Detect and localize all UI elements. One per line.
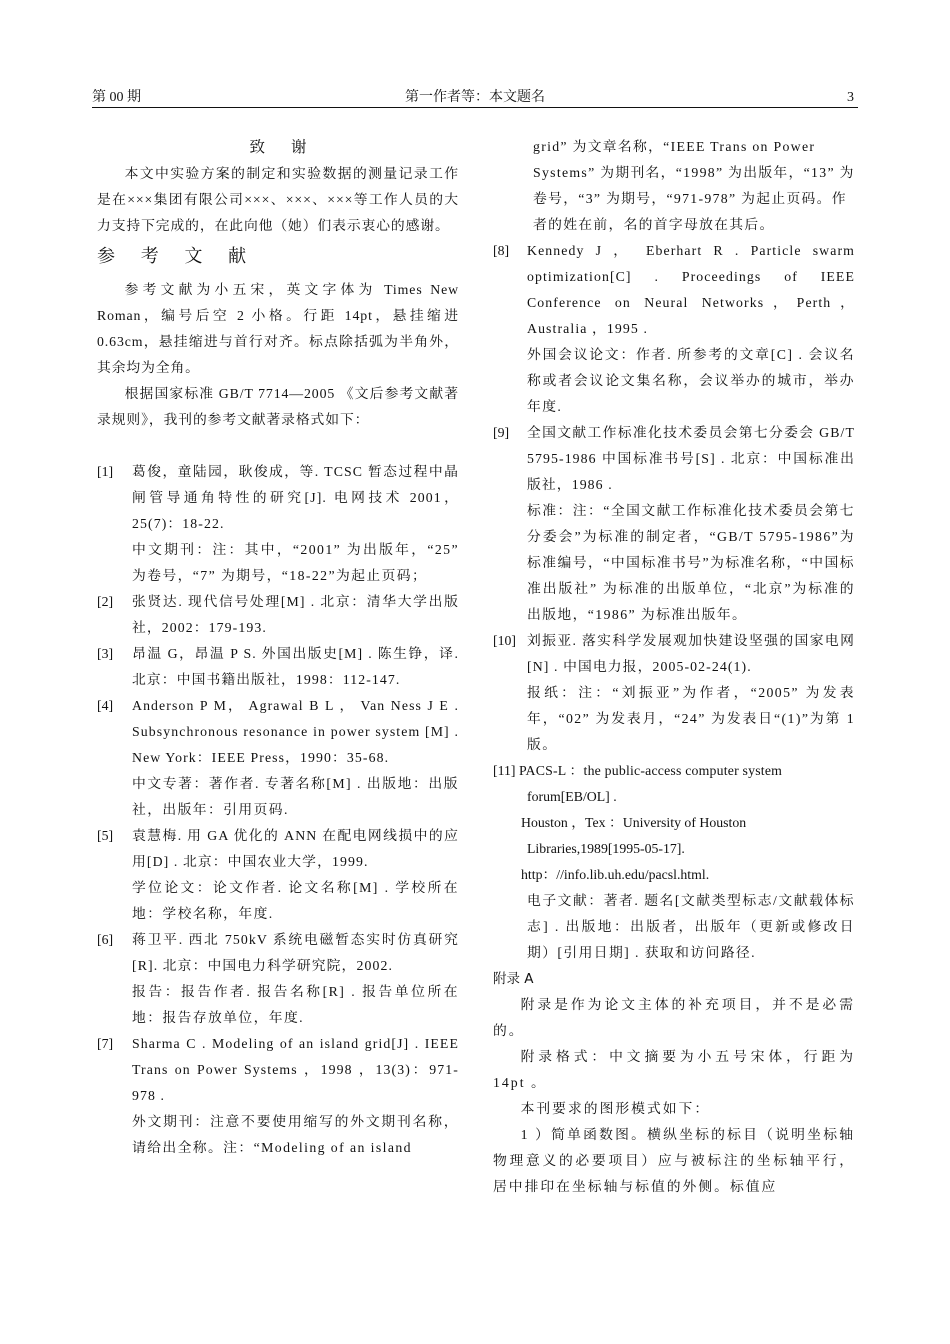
- reference-note: 外国会议论文：作者. 所参考的文章[C] . 会议名称或者会议论文集名称，会议举办的城市，举办年度.: [527, 347, 855, 414]
- references-intro-1: 参考文献为小五宋，英文字体为 Times New Roman，编号后空 2 小格。行距 14pt，悬挂缩进 0.63cm，悬挂缩进与首行对齐。标点除括弧为半角外，其余均为全角。: [97, 282, 459, 375]
- reference-note: 学位论文：论文作者. 论文名称[M] . 学校所在地：学校名称，年度.: [132, 880, 459, 921]
- issue-label: 第 00 期: [92, 90, 141, 105]
- reference-url: http：//info.lib.uh.edu/pacsl.html.: [521, 867, 710, 882]
- reference-text: Kennedy J ， Eberhart R . Particle swarm optimization[C] . Proceedings of IEEE Conference on Neural Networks，Perth，Australia ，1995 .: [527, 243, 855, 336]
- references-intro-2: 根据国家标准 GB/T 7714—2005 《文后参考文献著录规则》，我刊的参考文献著录格式如下：: [97, 386, 459, 427]
- spacer: [97, 433, 459, 459]
- reference-note: 外文期刊：注意不要使用缩写的外文期刊名称，请给出全称。注：“Modeling of an island: [132, 1114, 459, 1155]
- reference-text: 昂温 G，昂温 P S. 外国出版史[M] . 陈生铮，译. 北京：中国书籍出版社，1998：112-147.: [132, 646, 459, 687]
- reference-text: 张贤达. 现代信号处理[M] . 北京：清华大学出版社，2002：179-193.: [132, 594, 459, 635]
- reference-text: 葛俊，童陆园，耿俊成，等. TCSC 暂态过程中晶闸管导通角特性的研究[J]. 电网技术 2001，25(7)：18-22.: [132, 464, 459, 531]
- reference-number: [5]: [97, 828, 114, 843]
- reference-item: [97, 1031, 459, 1161]
- reference-item: [97, 641, 459, 693]
- appendix-paragraph: 1 ）简单函数图。横纵坐标的标目（说明坐标轴物理意义的必要项目）应与被标注的坐标轴平行，居中排印在坐标轴与标值的外侧。标值应: [493, 1127, 855, 1194]
- right-column: [493, 134, 855, 1200]
- reference-text: 全国文献工作标准化技术委员会第七分委会 GB/T 5795-1986 中国标准书号[S] . 北京：中国标准出版社，1986 .: [527, 425, 855, 492]
- appendix-paragraph: 附录格式：中文摘要为小五号宋体，行距为 14pt 。: [493, 1049, 855, 1090]
- acknowledgement-title: 致谢: [249, 139, 333, 156]
- reference-text: PACS-L ：the public-access computer system: [518, 763, 783, 778]
- reference-text: Libraries,1989[1995-05-17].: [527, 841, 685, 856]
- page-header: [92, 88, 858, 108]
- reference-text: 蒋卫平. 西北 750kV 系统电磁暂态实时仿真研究[R]. 北京：中国电力科学研究院，2002.: [132, 932, 459, 973]
- reference-number: [1]: [97, 464, 114, 479]
- reference-item: [493, 238, 855, 420]
- page-number: 3: [847, 90, 854, 105]
- reference-text: Anderson P M， Agrawal B L ， Van Ness J E . Subsynchronous resonance in power system [M] . New York：IEEE Press，1990：35-68.: [132, 698, 459, 765]
- reference-item: [97, 693, 459, 823]
- reference-number: [4]: [97, 698, 114, 713]
- reference-text: Houston ，Tex ：University of Houston: [521, 815, 747, 830]
- reference-item: [97, 823, 459, 927]
- reference-note: 电子文献：著者. 题名[文献类型标志/文献载体标志] . 出版地：出版者，出版年（更新或修改日期）[引用日期] . 获取和访问路径.: [527, 893, 855, 960]
- reference-number: [3]: [97, 646, 114, 661]
- reference-item: [97, 459, 459, 589]
- reference-number: [8]: [493, 243, 510, 258]
- references-title: 参 考 文 献: [97, 246, 257, 267]
- reference-item: [493, 420, 855, 628]
- reference-text: 袁慧梅. 用 GA 优化的 ANN 在配电网线损中的应用[D] . 北京：中国农业大学，1999.: [132, 828, 459, 869]
- running-title: 第一作者等：本文题名: [405, 90, 545, 105]
- reference-note: 中文专著：著作者. 专著名称[M] . 出版地：出版社，出版年：引用页码.: [132, 776, 459, 817]
- appendix-paragraph: 附录是作为论文主体的补充项目，并不是必需的。: [493, 997, 855, 1038]
- reference-number: [9]: [493, 425, 510, 440]
- appendix-paragraph: 本刊要求的图形模式如下：: [520, 1101, 711, 1116]
- reference-text: Sharma C . Modeling of an island grid[J] . IEEE Trans on Power Systems ，1998 ，13(3)：971-978 .: [132, 1036, 459, 1103]
- reference-text: forum[EB/OL] .: [527, 789, 617, 804]
- left-column: [97, 134, 459, 1161]
- reference-item: [97, 589, 459, 641]
- acknowledgement-body: 本文中实验方案的制定和实验数据的测量记录工作是在×××集团有限公司×××、×××、×××等工作人员的大力支持下完成的，在此向他（她）们表示衷心的感谢。: [97, 166, 459, 233]
- reference-note: 报告：报告作者. 报告名称[R] . 报告单位所在地：报告存放单位，年度.: [132, 984, 459, 1025]
- reference-number: [11]: [493, 763, 516, 778]
- reference-text: 刘振亚. 落实科学发展观加快建设坚强的国家电网[N] . 中国电力报，2005-02-24(1).: [527, 633, 855, 674]
- reference-number: [10]: [493, 633, 516, 648]
- reference-note: 标准：注：“全国文献工作标准化技术委员会第七分委会”为标准的制定者，“GB/T 5795-1986”为标准编号，“中国标准书号”为标准名称，“中国标准出版社” 为标准的出版单位，“北京”为标准的出版地，“1986” 为标准出版年。: [527, 503, 855, 622]
- reference-note: 报纸：注：“刘振亚”为作者，“2005” 为发表年，“02” 为发表月，“24” 为发表日“(1)”为第 1 版。: [527, 685, 855, 752]
- reference-item: [493, 628, 855, 758]
- appendix-title: 附录 A: [493, 971, 534, 987]
- reference-number: [2]: [97, 594, 114, 609]
- reference-item: [97, 927, 459, 1031]
- reference-item-web: [493, 758, 855, 966]
- reference-note: 中文期刊：注：其中，“2001” 为出版年，“25” 为卷号，“7” 为期号，“18-22”为起止页码；: [132, 542, 459, 583]
- reference-7-continuation: grid” 为文章名称，“IEEE Trans on Power Systems” 为期刊名，“1998” 为出版年，“13” 为卷号，“3” 为期号，“971-978” 为起止页码。作者的姓在前，名的首字母放在其后。: [533, 139, 855, 232]
- header-rule: [92, 107, 858, 108]
- reference-number: [7]: [97, 1036, 114, 1051]
- reference-number: [6]: [97, 932, 114, 947]
